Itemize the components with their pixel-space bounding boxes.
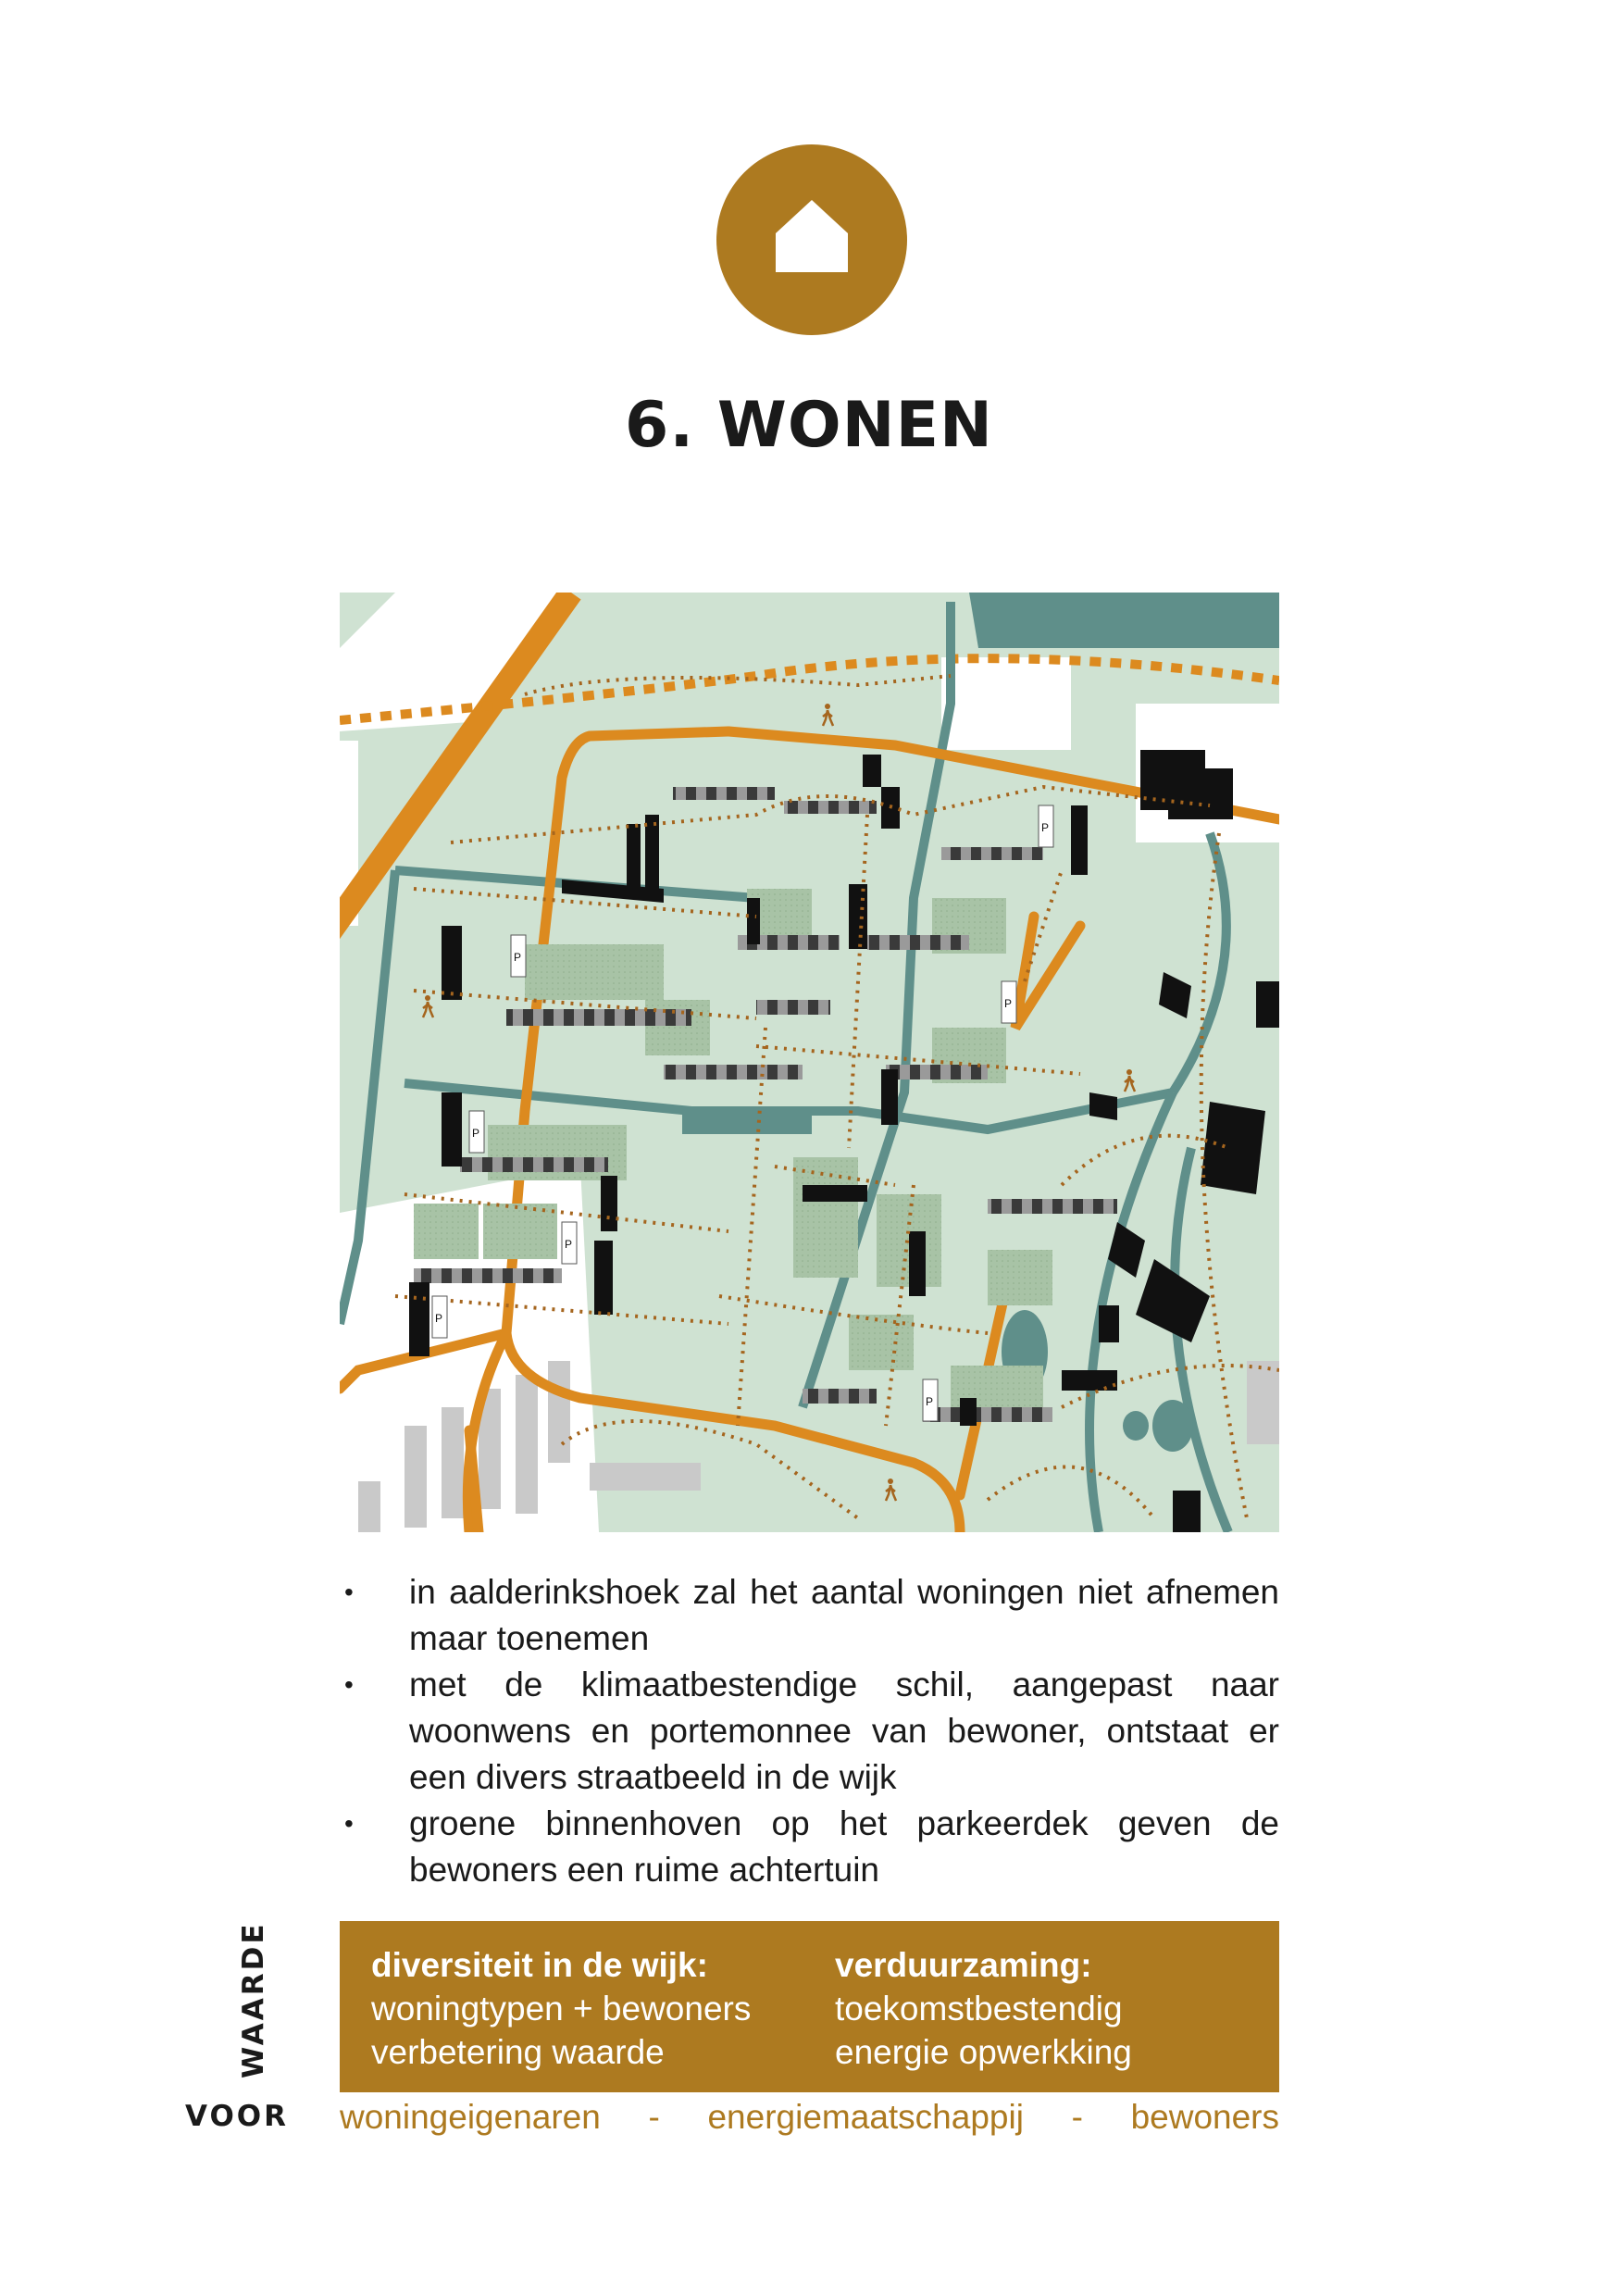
beneficiary: bewoners — [1130, 2098, 1279, 2136]
page-title: 6. WONEN — [625, 389, 993, 462]
neighbourhood-map — [340, 593, 1279, 1532]
house-icon — [774, 198, 850, 274]
value-column-sustainability — [835, 1943, 1132, 2074]
value-heading: diversiteit in de wijk: — [371, 1946, 708, 1984]
separator: - — [648, 2098, 660, 2136]
bullet-item: • in aalderinkshoek zal het aantal woningen niet afnemen maar toenemen — [340, 1569, 1279, 1662]
bullet-item: • groene binnenhoven op het parkeerdek geven de bewoners een ruime achtertuin — [340, 1801, 1279, 1893]
bullet-item: • met de klimaatbestendige schil, aangepast naar woonwens en portemonnee van bewoner, ontstaat er een divers straatbeeld in de wijk — [340, 1662, 1279, 1801]
value-line: woningtypen + bewoners — [371, 1990, 752, 2028]
parking-label: P — [565, 1238, 573, 1251]
parking-label: P — [1004, 997, 1013, 1010]
parking-label: P — [1041, 821, 1050, 834]
separator: - — [1071, 2098, 1083, 2136]
value-box — [340, 1921, 1279, 2092]
value-column-diversity — [371, 1943, 751, 2074]
bullet-list — [340, 1569, 1279, 1893]
house-icon-badge — [716, 144, 907, 335]
value-line: energie opwerkking — [835, 2033, 1132, 2071]
value-line: verbetering waarde — [371, 2033, 665, 2071]
parking-label: P — [926, 1395, 934, 1408]
beneficiary: energiemaatschappij — [707, 2098, 1024, 2136]
value-line: toekomstbestendig — [835, 1990, 1123, 2028]
parking-label: P — [472, 1127, 480, 1140]
parking-label: P — [435, 1312, 443, 1325]
value-heading: verduurzaming: — [835, 1946, 1092, 1984]
side-label-voor: VOOR — [185, 2100, 290, 2133]
side-label-waarde: WAARDE — [237, 1921, 270, 2078]
beneficiaries-line — [340, 2098, 1279, 2137]
beneficiary: woningeigenaren — [340, 2098, 601, 2136]
parking-label: P — [514, 951, 522, 964]
